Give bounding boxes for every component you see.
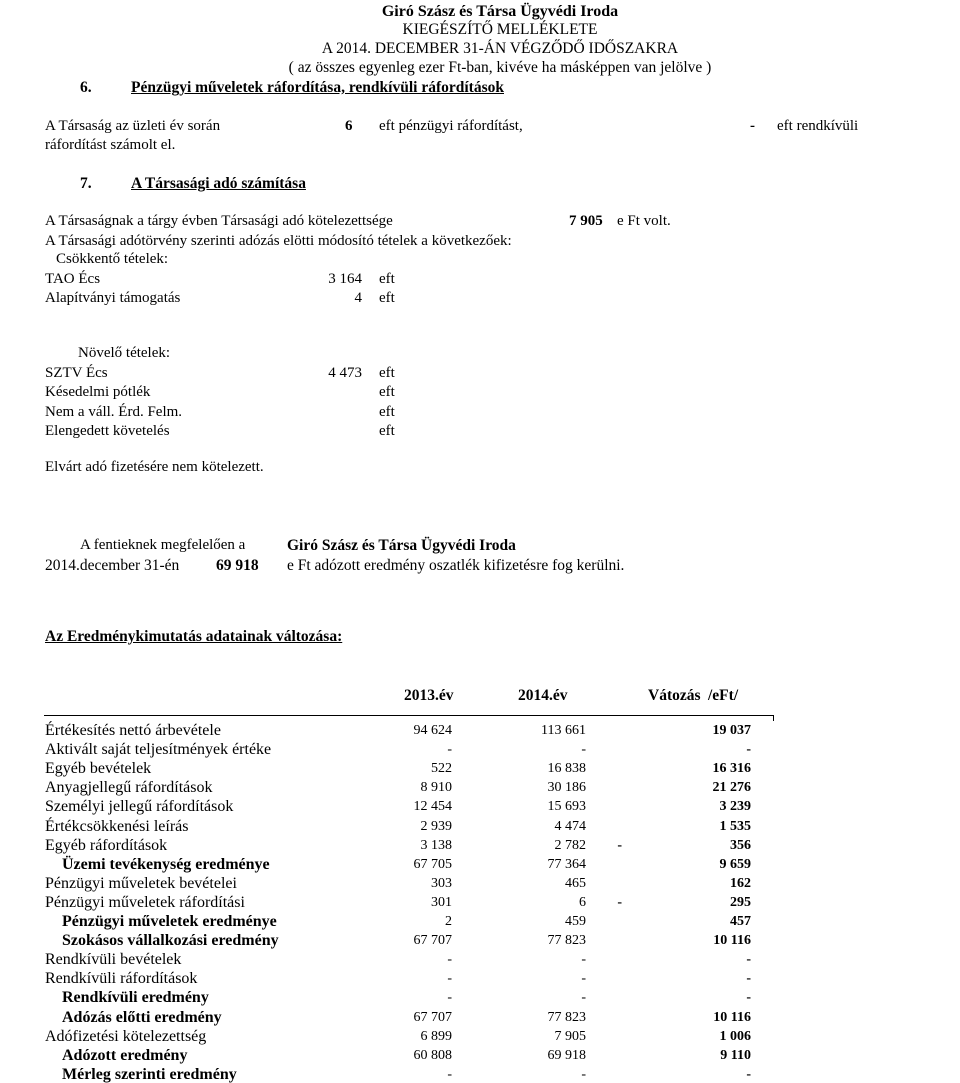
section-6-number: 6. [80, 79, 92, 96]
table-cell-2014: - [581, 971, 586, 986]
table-cell-change: 1 535 [719, 819, 751, 834]
table-cell-change: - [746, 742, 751, 757]
table-header-rule [44, 715, 774, 716]
table-cell-2013: 94 624 [413, 723, 452, 738]
table-row-label: Rendkívüli ráfordítások [45, 970, 198, 987]
table-cell-change: 295 [730, 895, 751, 910]
table-row-label: Egyéb bevételek [45, 760, 152, 777]
table-cell-2014: 77 364 [547, 857, 586, 872]
increasing-item-unit: eft [379, 384, 395, 400]
column-header-change: Vátozás [648, 687, 701, 704]
increasing-item-label: SZTV Écs [45, 365, 108, 381]
increasing-item-unit: eft [379, 365, 395, 381]
decreasing-item-value: 4 [354, 290, 362, 306]
tax-obligation-value: 7 905 [569, 213, 603, 229]
table-cell-2014: 69 918 [547, 1048, 586, 1063]
table-row-label: Üzemi tevékenység eredménye [62, 856, 270, 873]
table-row-label: Értékesítés nettó árbevétele [45, 722, 221, 739]
table-header-rule-tick [773, 715, 774, 721]
table-cell-2013: 60 808 [413, 1048, 452, 1063]
table-cell-2014: 4 474 [554, 819, 586, 834]
dividend-company: Giró Szász és Társa Ügyvédi Iroda [287, 537, 516, 554]
table-cell-change: 3 239 [719, 799, 751, 814]
table-cell-2014: 16 838 [547, 761, 586, 776]
table-cell-2013: - [447, 952, 452, 967]
table-row-label: Adófizetési kötelezettség [45, 1028, 207, 1045]
table-cell-2014: 77 823 [547, 933, 586, 948]
table-cell-change: - [746, 971, 751, 986]
currency-note: ( az összes egyenleg ezer Ft-ban, kivéve ha másképpen van jelölve ) [288, 59, 712, 76]
document-title: KIEGÉSZÍTŐ MELLÉKLETE [402, 21, 598, 38]
table-cell-2013: 67 705 [413, 857, 452, 872]
table-row-label: Anyagjellegű ráfordítások [45, 779, 213, 796]
table-cell-change: 356 [730, 838, 751, 853]
table-cell-change: 21 276 [712, 780, 751, 795]
table-cell-2014: 6 [579, 895, 586, 910]
table-cell-change: 19 037 [712, 723, 751, 738]
section-7-number: 7. [80, 175, 92, 192]
table-cell-change: 162 [730, 876, 751, 891]
column-header-2013: 2013.év [404, 687, 454, 704]
table-cell-2013: 67 707 [413, 933, 452, 948]
table-cell-change: 16 316 [712, 761, 751, 776]
table-cell-2014: 7 905 [554, 1029, 586, 1044]
table-row-label: Pénzügyi műveletek bevételei [45, 875, 237, 892]
decreasing-item-unit: eft [379, 290, 395, 306]
decreasing-item-unit: eft [379, 271, 395, 287]
increasing-item-value: 4 473 [328, 365, 362, 381]
section-6-line2: ráfordítást számolt el. [45, 137, 176, 153]
increasing-item-unit: eft [379, 404, 395, 420]
table-cell-change: 1 006 [719, 1029, 751, 1044]
table-cell-2013: 67 707 [413, 1010, 452, 1025]
table-cell-2013: - [447, 990, 452, 1005]
table-cell-2014: 459 [565, 914, 586, 929]
table-row-label: Személyi jellegű ráfordítások [45, 798, 234, 815]
column-header-unit: /eFt/ [708, 687, 739, 704]
section-6-line1-text: A Társaság az üzleti év során [45, 118, 221, 134]
dividend-text: e Ft adózott eredmény oszatlék kifizetésre fog kerülni. [287, 557, 625, 574]
increasing-title: Növelő tételek: [78, 345, 171, 361]
table-cell-change: 457 [730, 914, 751, 929]
table-row-label: Rendkívüli bevételek [45, 951, 182, 968]
table-row-label: Aktivált saját teljesítmények értéke [45, 741, 272, 758]
section-6-extraordinary-value: - [750, 118, 755, 134]
column-header-2014: 2014.év [518, 687, 568, 704]
table-cell-2014: 465 [565, 876, 586, 891]
table-cell-change-sign: - [617, 895, 622, 910]
table-row-label: Adózás előtti eredmény [62, 1009, 222, 1026]
dividend-value: 69 918 [216, 557, 259, 574]
increasing-item-unit: eft [379, 423, 395, 439]
expected-tax-note: Elvárt adó fizetésére nem kötelezett. [45, 459, 264, 475]
table-row-label: Szokásos vállalkozási eredmény [62, 932, 279, 949]
table-row-label: Rendkívüli eredmény [62, 989, 209, 1006]
dividend-date: 2014.december 31-én [45, 557, 180, 574]
table-cell-change: 9 110 [720, 1048, 751, 1063]
table-row-label: Adózott eredmény [62, 1047, 188, 1064]
table-cell-2014: 15 693 [547, 799, 586, 814]
table-cell-change: 10 116 [713, 1010, 751, 1025]
tax-obligation-unit: e Ft volt. [617, 213, 671, 229]
table-cell-2013: 3 138 [420, 838, 452, 853]
table-cell-2014: - [581, 1067, 586, 1082]
table-cell-2014: 77 823 [547, 1010, 586, 1025]
section-7-title-text: A Társasági adó számítása [131, 175, 306, 192]
section-6-financial-expense-value: 6 [345, 118, 353, 134]
table-cell-2013: 522 [431, 761, 452, 776]
company-name: Giró Szász és Társa Ügyvédi Iroda [381, 3, 619, 20]
table-cell-2013: - [447, 742, 452, 757]
table-cell-2013: 301 [431, 895, 452, 910]
modifiers-text: A Társasági adótörvény szerinti adózás elötti módosító tételek a következőek: [45, 233, 512, 249]
decreasing-item-value: 3 164 [328, 271, 362, 287]
table-cell-change: - [746, 1067, 751, 1082]
table-cell-2014: 2 782 [554, 838, 586, 853]
table-cell-2014: 113 661 [541, 723, 586, 738]
table-cell-change-sign: - [617, 838, 622, 853]
table-cell-2013: 2 939 [420, 819, 452, 834]
section-6-line1-mid: eft pénzügyi ráfordítást, [379, 118, 523, 134]
table-cell-2013: 12 454 [413, 799, 452, 814]
period-title: A 2014. DECEMBER 31-ÁN VÉGZŐDŐ IDŐSZAKRA [321, 40, 679, 57]
section-6-line1-end: eft rendkívüli [777, 118, 859, 134]
decreasing-item-label: TAO Écs [45, 271, 101, 287]
table-cell-2013: - [447, 971, 452, 986]
section-6-title-text: Pénzügyi műveletek ráfordítása, rendkívüli ráfordítások [131, 79, 504, 96]
section-7-title [131, 176, 306, 192]
table-row-label: Egyéb ráfordítások [45, 837, 168, 854]
table-row-label: Pénzügyi műveletek ráfordítási [45, 894, 245, 911]
dividend-line1-left: A fentieknek megfelelően a [80, 537, 246, 553]
table-cell-2013: 303 [431, 876, 452, 891]
tax-obligation-text: A Társaságnak a tárgy évben Társasági adó kötelezettsége [45, 213, 393, 229]
section-6-title [131, 80, 504, 96]
table-cell-2013: 8 910 [420, 780, 452, 795]
increasing-item-label: Nem a váll. Érd. Felm. [45, 404, 183, 420]
table-cell-change: 9 659 [719, 857, 751, 872]
table-cell-2013: 6 899 [420, 1029, 452, 1044]
table-cell-change: 10 116 [713, 933, 751, 948]
increasing-item-label: Késedelmi pótlék [45, 384, 151, 400]
table-row-label: Értékcsökkenési leírás [45, 818, 189, 835]
table-cell-change: - [746, 952, 751, 967]
income-statement-title: Az Eredménykimutatás adatainak változása: [45, 628, 343, 645]
table-row-label: Pénzügyi műveletek eredménye [62, 913, 277, 930]
table-cell-2014: - [581, 742, 586, 757]
increasing-item-label: Elengedett követelés [45, 423, 170, 439]
decreasing-title: Csökkentő tételek: [56, 251, 169, 267]
table-cell-2014: - [581, 952, 586, 967]
table-cell-2013: 2 [445, 914, 452, 929]
table-cell-2013: - [447, 1067, 452, 1082]
decreasing-item-label: Alapítványi támogatás [45, 290, 181, 306]
table-row-label: Mérleg szerinti eredmény [62, 1066, 237, 1083]
table-cell-2014: 30 186 [547, 780, 586, 795]
table-cell-2014: - [581, 990, 586, 1005]
table-cell-change: - [746, 990, 751, 1005]
